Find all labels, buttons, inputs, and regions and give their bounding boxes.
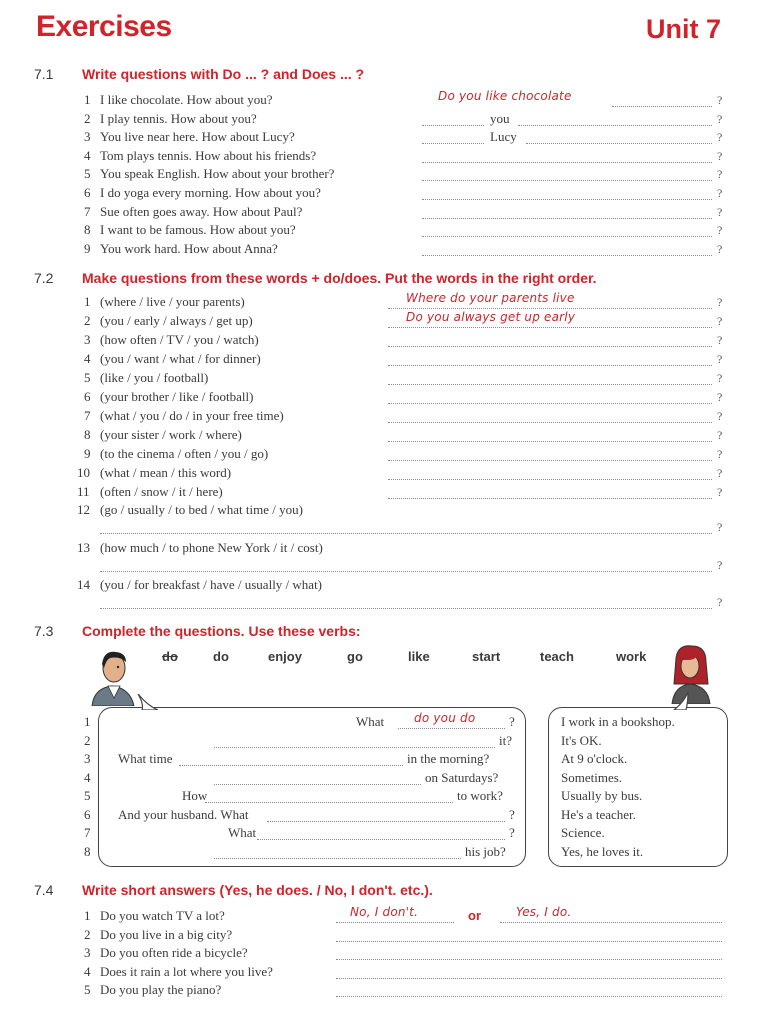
question-mark: ? — [717, 93, 723, 107]
item-number: 3 — [84, 751, 91, 766]
question-mark: ? — [717, 295, 723, 309]
item-number: 4 — [84, 147, 91, 163]
item-number: 5 — [84, 982, 91, 998]
prompt-text: And your husband. What — [118, 806, 249, 822]
answer-line[interactable] — [612, 106, 712, 107]
question-text: (you / early / always / get up) — [100, 313, 253, 328]
prompt-text: in the morning? — [407, 751, 490, 766]
verb-option: enjoy — [268, 649, 302, 664]
item-number: 11 — [77, 484, 90, 499]
question-text: (where / live / your parents) — [100, 294, 245, 309]
question-text: I like chocolate. How about you? — [100, 92, 273, 107]
item-number: 1 — [84, 908, 91, 923]
verb-option: start — [472, 649, 501, 664]
handwritten-answer: Do you like chocolate — [438, 89, 572, 103]
item-number: 2 — [84, 110, 91, 126]
answer-line[interactable] — [398, 728, 505, 729]
prompt-text: ? — [509, 806, 515, 822]
page-title: Exercises — [36, 10, 172, 43]
item-number: 3 — [84, 945, 91, 961]
answer-line[interactable] — [422, 143, 484, 144]
answer-line[interactable] — [214, 858, 461, 859]
verb-option: teach — [540, 649, 574, 664]
answer-line[interactable] — [388, 327, 712, 328]
question-text: Does it rain a lot where you live? — [100, 963, 273, 979]
item-number: 2 — [84, 313, 91, 328]
section-number: 7.4 — [34, 882, 54, 898]
item-number: 6 — [84, 389, 91, 404]
question-text: Tom plays tennis. How about his friends? — [100, 147, 317, 163]
question-mark: ? — [717, 167, 723, 182]
question-text: (your brother / like / football) — [100, 389, 254, 404]
section-number: 7.3 — [34, 623, 54, 639]
item-number: 5 — [84, 788, 91, 803]
item-number: 8 — [84, 427, 91, 442]
prompt-text: to work? — [457, 788, 503, 803]
item-number: 7 — [84, 203, 91, 219]
prompt-text: How — [182, 788, 208, 803]
answer-line[interactable] — [257, 839, 505, 840]
answer-line[interactable] — [388, 384, 712, 385]
answer-line[interactable] — [422, 199, 712, 200]
answer-line[interactable] — [214, 747, 495, 748]
prompt-word: you — [490, 110, 510, 126]
answer-line[interactable] — [100, 533, 712, 534]
answer-line[interactable] — [388, 346, 712, 347]
question-text: (you / want / what / for dinner) — [100, 351, 261, 366]
question-text: Do you often ride a bicycle? — [100, 945, 248, 961]
question-text: (like / you / football) — [100, 370, 209, 385]
answer-line[interactable] — [422, 180, 712, 181]
answer-line[interactable] — [214, 784, 421, 785]
question-text: (how often / TV / you / watch) — [100, 332, 259, 347]
question-text: You live near here. How about Lucy? — [100, 129, 295, 145]
answer-line[interactable] — [422, 162, 712, 163]
section-title: Write short answers (Yes, he does. / No, I don't. etc.). — [82, 882, 433, 898]
man-avatar-icon — [88, 644, 140, 706]
answer-line[interactable] — [205, 802, 453, 803]
item-number: 1 — [84, 294, 91, 309]
prompt-text: What — [228, 825, 257, 840]
question-text: (to the cinema / often / you / go) — [100, 446, 269, 461]
verb-option: do — [162, 649, 178, 664]
handwritten-answer: Yes, I do. — [516, 905, 572, 919]
question-mark: ? — [717, 241, 723, 256]
question-bubble — [98, 707, 526, 867]
question-mark: ? — [717, 428, 723, 442]
answer-line[interactable] — [388, 460, 712, 461]
verb-option: like — [408, 649, 430, 664]
question-mark: ? — [717, 314, 723, 328]
reply-text: He's a teacher. — [561, 806, 636, 822]
prompt-text: ? — [509, 714, 515, 729]
item-number: 7 — [84, 408, 91, 423]
section-number: 7.1 — [34, 66, 54, 82]
answer-line[interactable] — [336, 941, 722, 942]
prompt-text: What — [356, 714, 385, 729]
section-number: 7.2 — [34, 270, 54, 286]
answer-line[interactable] — [336, 959, 722, 960]
question-text: (what / mean / this word) — [100, 465, 232, 480]
question-text: I do yoga every morning. How about you? — [100, 185, 321, 200]
reply-text: Sometimes. — [561, 769, 623, 785]
reply-text: It's OK. — [561, 732, 602, 748]
prompt-text: it? — [499, 732, 512, 748]
answer-line[interactable] — [336, 996, 722, 997]
answer-line[interactable] — [500, 922, 722, 923]
section-title: Write questions with Do ... ? and Does ... ? — [82, 66, 365, 82]
item-number: 2 — [84, 732, 91, 748]
answer-line[interactable] — [526, 143, 712, 144]
item-number: 5 — [84, 166, 91, 182]
reply-text: At 9 o'clock. — [561, 751, 628, 766]
prompt-text: ? — [509, 825, 515, 840]
prompt-text: on Saturdays? — [425, 769, 499, 785]
answer-line[interactable] — [422, 236, 712, 237]
prompt-word: Lucy — [490, 129, 517, 145]
question-text: I play tennis. How about you? — [100, 110, 257, 126]
item-number: 8 — [84, 222, 91, 238]
item-number: 1 — [84, 92, 91, 107]
bubble-tail — [136, 694, 166, 710]
item-number: 13 — [77, 540, 90, 555]
item-number: 14 — [77, 577, 90, 592]
question-text: You work hard. How about Anna? — [100, 240, 278, 256]
answer-line[interactable] — [336, 922, 454, 923]
verb-option: do — [213, 649, 229, 664]
item-number: 4 — [84, 769, 91, 785]
or-label: or — [468, 908, 481, 923]
item-number: 6 — [84, 806, 91, 822]
question-mark: ? — [717, 371, 723, 385]
reply-text: Science. — [561, 825, 605, 840]
item-number: 9 — [84, 446, 91, 461]
answer-line[interactable] — [388, 441, 712, 442]
item-number: 9 — [84, 240, 91, 256]
answer-line[interactable] — [267, 821, 505, 822]
answer-line[interactable] — [422, 125, 484, 126]
answer-line[interactable] — [179, 765, 403, 766]
answer-line[interactable] — [422, 255, 712, 256]
answer-line[interactable] — [336, 978, 722, 979]
question-mark: ? — [717, 223, 723, 238]
reply-text: Usually by bus. — [561, 788, 643, 803]
reply-text: I work in a bookshop. — [561, 714, 675, 729]
question-text: (go / usually / to bed / what time / you) — [100, 502, 303, 517]
question-text: I want to be famous. How about you? — [100, 222, 296, 238]
verb-option: work — [616, 649, 647, 664]
answer-line[interactable] — [388, 308, 712, 309]
section-title: Make questions from these words + do/does. Put the words in the right order. — [82, 270, 597, 286]
question-mark: ? — [717, 409, 723, 423]
item-number: 3 — [84, 332, 91, 347]
question-mark: ? — [717, 520, 723, 534]
item-number: 7 — [84, 825, 91, 840]
question-mark: ? — [717, 148, 723, 163]
question-mark: ? — [717, 333, 723, 347]
question-mark: ? — [717, 447, 723, 461]
question-text: Do you live in a big city? — [100, 926, 233, 942]
answer-line[interactable] — [422, 218, 712, 219]
question-text: (you / for breakfast / have / usually / what) — [100, 577, 323, 592]
answer-line[interactable] — [388, 403, 712, 404]
bubble-tail — [668, 692, 692, 710]
unit-label: Unit 7 — [646, 14, 722, 44]
answer-line[interactable] — [388, 422, 712, 423]
question-text: (what / you / do / in your free time) — [100, 408, 284, 423]
item-number: 8 — [84, 843, 91, 859]
question-text: Sue often goes away. How about Paul? — [100, 203, 303, 219]
answer-line[interactable] — [518, 125, 712, 126]
question-text: Do you watch TV a lot? — [100, 908, 225, 923]
question-mark: ? — [717, 485, 723, 499]
question-mark: ? — [717, 558, 723, 572]
item-number: 12 — [77, 502, 90, 517]
prompt-text: What time — [118, 751, 173, 766]
question-text: You speak English. How about your brother? — [100, 166, 335, 182]
answer-line[interactable] — [388, 365, 712, 366]
verb-option: go — [347, 649, 363, 664]
answer-line[interactable] — [100, 571, 712, 572]
prompt-text: his job? — [465, 843, 506, 859]
question-text: (how much / to phone New York / it / cost) — [100, 540, 323, 555]
handwritten-answer: No, I don't. — [350, 905, 419, 919]
handwritten-answer: do you do — [414, 711, 476, 725]
section-title: Complete the questions. Use these verbs: — [82, 623, 361, 639]
item-number: 6 — [84, 185, 91, 200]
handwritten-answer: Do you always get up early — [406, 310, 576, 324]
question-mark: ? — [717, 595, 723, 609]
question-text: (your sister / work / where) — [100, 427, 242, 442]
item-number: 4 — [84, 351, 91, 366]
item-number: 5 — [84, 370, 91, 385]
question-mark: ? — [717, 352, 723, 366]
answer-line[interactable] — [388, 498, 712, 499]
item-number: 4 — [84, 963, 91, 979]
answer-line[interactable] — [388, 479, 712, 480]
question-mark: ? — [717, 390, 723, 404]
answer-line[interactable] — [100, 608, 712, 609]
handwritten-answer: Where do your parents live — [406, 291, 575, 305]
question-mark: ? — [717, 186, 723, 200]
item-number: 3 — [84, 129, 91, 145]
question-mark: ? — [717, 466, 723, 480]
question-mark: ? — [717, 204, 723, 219]
question-mark: ? — [717, 130, 723, 145]
item-number: 2 — [84, 926, 91, 942]
question-text: Do you play the piano? — [100, 982, 222, 998]
item-number: 10 — [77, 465, 90, 480]
question-text: (often / snow / it / here) — [100, 484, 223, 499]
question-mark: ? — [717, 111, 723, 126]
item-number: 1 — [84, 714, 91, 729]
reply-text: Yes, he loves it. — [561, 843, 644, 859]
